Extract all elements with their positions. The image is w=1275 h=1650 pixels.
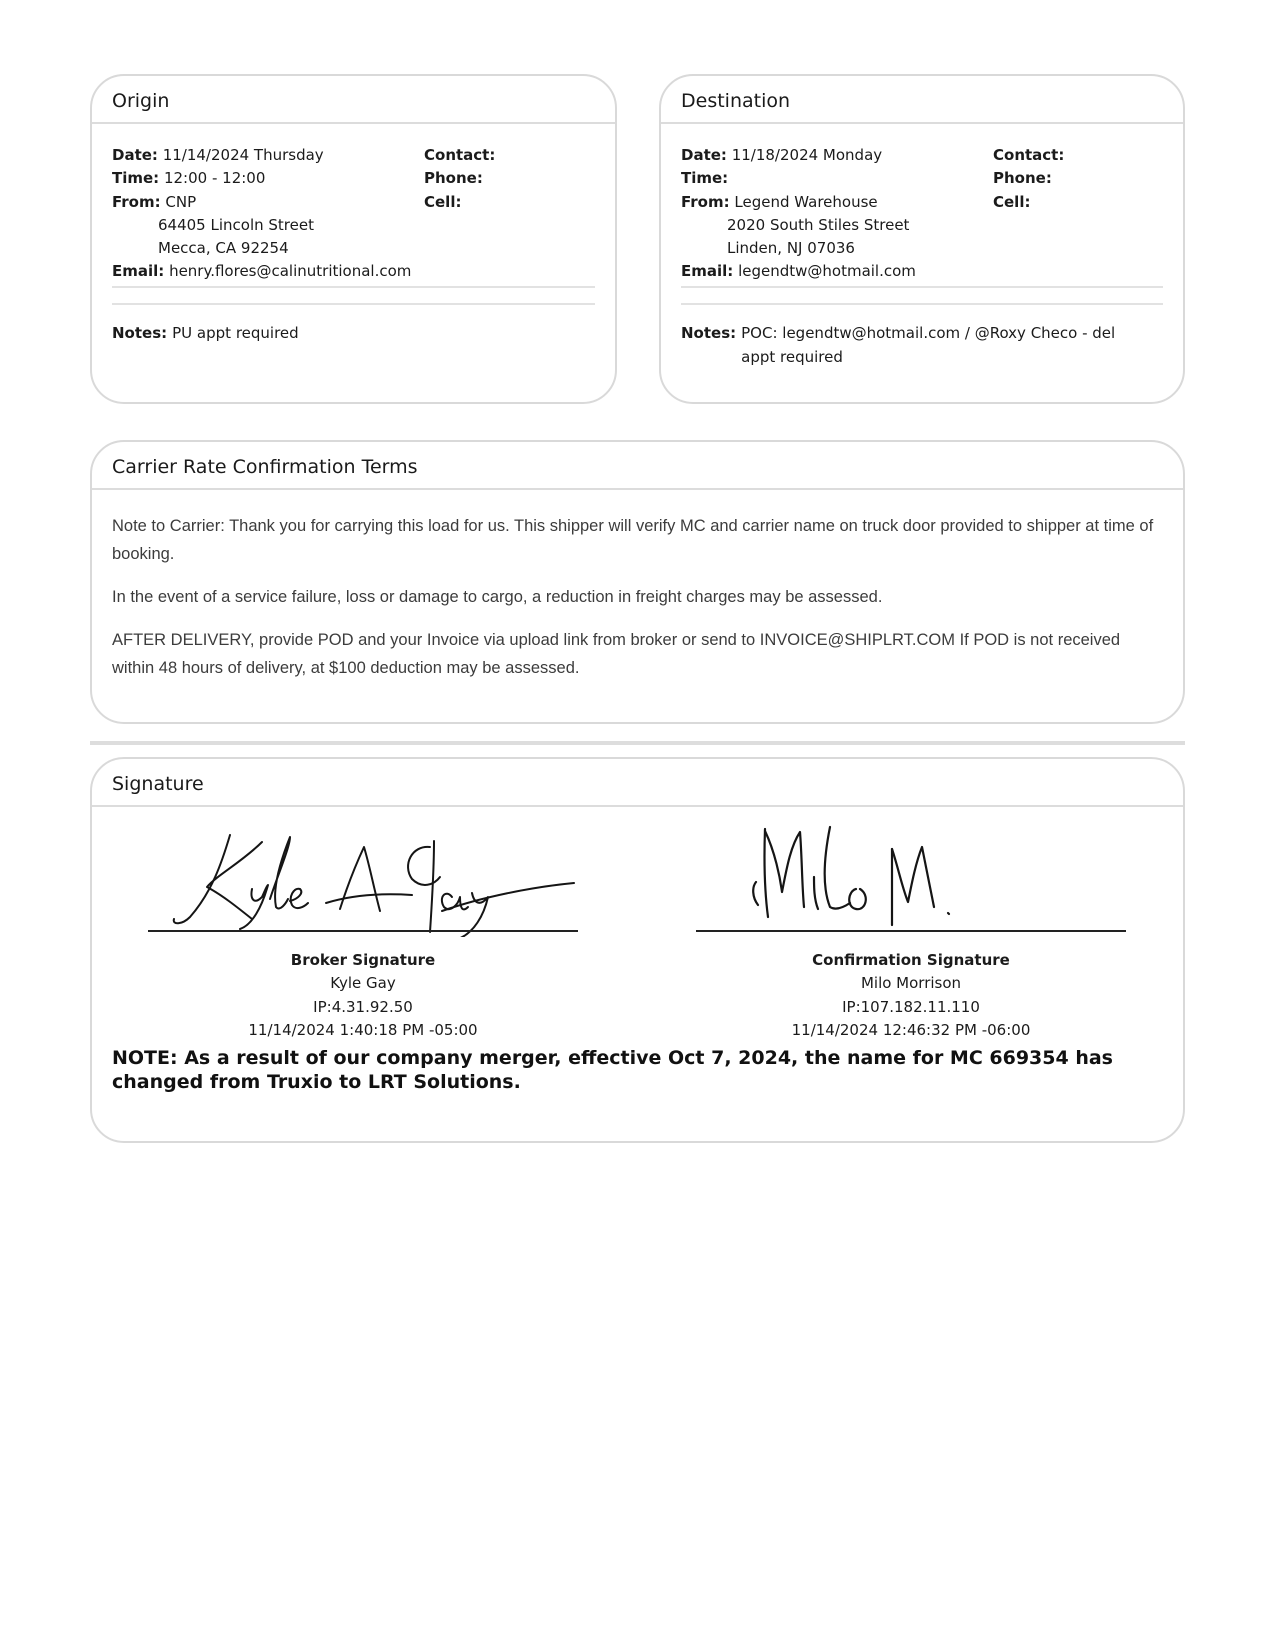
destination-notes-text: POC: legendtw@hotmail.com / @Roxy Checo - del appt required [741, 324, 1116, 366]
destination-address-line2: Linden, NJ 07036 [727, 239, 855, 258]
broker-signature-image [112, 807, 582, 937]
destination-phone-label: Phone: [993, 169, 1052, 188]
origin-contact-label: Contact: [424, 146, 496, 164]
divider [681, 303, 1163, 305]
section-separator [90, 741, 1185, 745]
origin-phone-label: Phone: [424, 169, 483, 188]
time-label: Time: [681, 169, 729, 188]
broker-signature-label: Broker Signature [290, 951, 436, 969]
confirmation-signature-line [696, 930, 1126, 932]
confirmation-timestamp: 11/14/2024 12:46:32 PM -06:00 [791, 1020, 1031, 1039]
origin-email: henry.flores@calinutritional.com [169, 262, 412, 281]
divider [681, 286, 1163, 288]
destination-email: legendtw@hotmail.com [738, 262, 916, 281]
destination-email-row [681, 260, 916, 283]
confirmation-signature-label: Confirmation Signature [812, 951, 1010, 969]
email-label: Email: [681, 262, 734, 281]
merger-note: NOTE: As a result of our company merger, effective Oct 7, 2024, the name for MC 669354 has changed from Truxio to LRT Solutions. [112, 1047, 1113, 1093]
destination-card [659, 74, 1185, 404]
origin-from-name: CNP [165, 192, 197, 211]
origin-card [90, 74, 617, 404]
from-label: From: [681, 192, 730, 211]
origin-address-line2: Mecca, CA 92254 [158, 239, 289, 258]
origin-date: 11/14/2024 Thursday [162, 146, 324, 164]
terms-paragraph: Note to Carrier: Thank you for carrying this load for us. This shipper will verify MC and carrier name on truck door provided to shipper at time of booking. [112, 517, 1154, 563]
destination-notes [681, 321, 1163, 369]
confirmation-ip: IP:107.182.11.110 [842, 997, 980, 1016]
divider [112, 303, 595, 305]
origin-email-row [112, 260, 411, 283]
from-label: From: [112, 192, 161, 211]
signature-title: Signature [92, 759, 1183, 807]
destination-from-name: Legend Warehouse [734, 192, 878, 211]
time-label: Time: [112, 169, 160, 188]
destination-time-row [681, 167, 916, 190]
destination-cell-label: Cell: [993, 192, 1031, 211]
divider [112, 286, 595, 288]
destination-from-row [681, 191, 916, 214]
destination-details [681, 144, 916, 284]
broker-signature-line [148, 930, 578, 932]
origin-details [112, 144, 411, 284]
origin-time: 12:00 - 12:00 [163, 169, 266, 188]
date-label: Date: [112, 146, 158, 164]
broker-name: Kyle Gay [330, 974, 396, 993]
destination-title: Destination [661, 76, 1183, 124]
origin-address-line1: 64405 Lincoln Street [158, 215, 314, 234]
broker-ip: IP:4.31.92.50 [313, 997, 413, 1016]
origin-notes [112, 321, 595, 345]
destination-contact-label: Contact: [993, 146, 1065, 164]
confirmation-signature-image [660, 807, 1130, 937]
destination-date-row [681, 144, 916, 167]
destination-contact-details [993, 144, 1064, 214]
terms-title: Carrier Rate Confirmation Terms [92, 442, 1183, 490]
date-label: Date: [681, 146, 727, 164]
origin-cell-label: Cell: [424, 192, 462, 211]
origin-title: Origin [92, 76, 615, 124]
signature-card [90, 757, 1185, 1143]
origin-from-row [112, 191, 411, 214]
email-label: Email: [112, 262, 165, 281]
origin-notes-text: PU appt required [172, 324, 299, 342]
destination-date: 11/18/2024 Monday [731, 146, 883, 164]
destination-address-line1: 2020 South Stiles Street [727, 215, 910, 234]
terms-paragraph: AFTER DELIVERY, provide POD and your Invoice via upload link from broker or send to INVOICE@SHIPLRT.COM If POD is not received within 48 hours of delivery, at $100 deduction may be assessed. [112, 631, 1121, 677]
broker-timestamp: 11/14/2024 1:40:18 PM -05:00 [248, 1020, 478, 1039]
terms-card [90, 440, 1185, 724]
terms-paragraph: In the event of a service failure, loss or damage to cargo, a reduction in freight charges may be assessed. [112, 588, 883, 606]
confirmation-signature-details [696, 949, 1126, 1042]
notes-label: Notes: [681, 324, 737, 342]
origin-date-row [112, 144, 411, 167]
broker-signature-details [148, 949, 578, 1042]
confirmation-name: Milo Morrison [860, 974, 962, 993]
notes-label: Notes: [112, 324, 168, 342]
origin-contact-details [424, 144, 495, 214]
origin-time-row [112, 167, 411, 190]
